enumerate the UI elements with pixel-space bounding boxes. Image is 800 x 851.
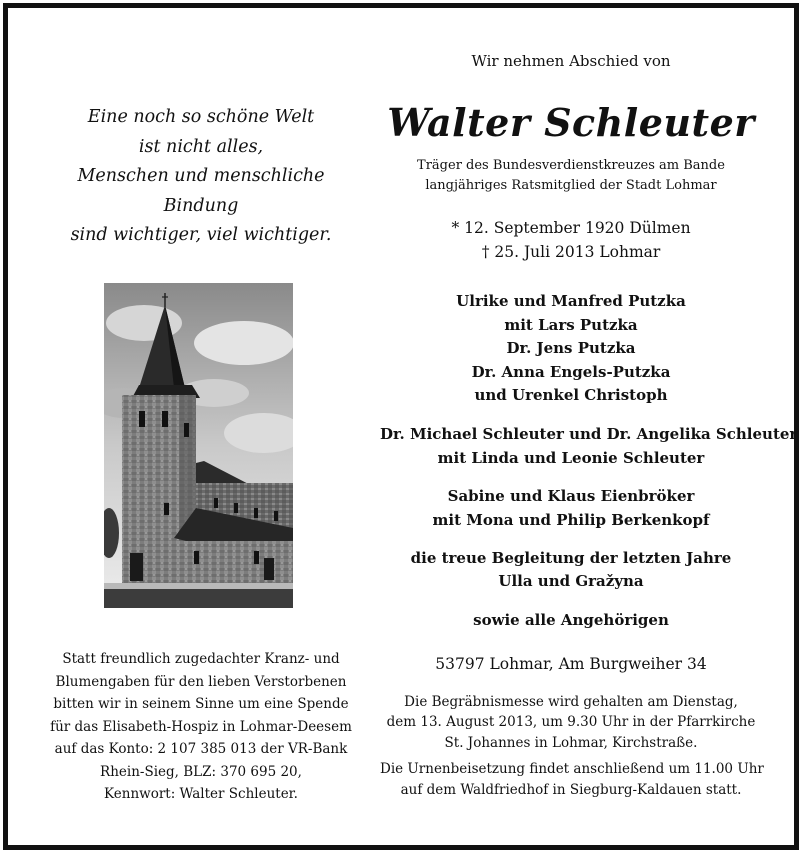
family-line: und Urenkel Christoph [474,386,668,404]
family-line: Dr. Michael Schleuter und Dr. Angelika Schleuter [380,425,798,443]
obituary-frame [3,3,799,850]
quote-line: ist nicht alles, [138,136,264,157]
quote-block [16,103,386,251]
donation-line: für das Elisabeth-Hospiz in Lohmar-Deesem [50,718,352,735]
family-line: Dr. Anna Engels-Putzka [471,363,671,381]
quote-line: sind wichtiger, viel wichtiger. [70,225,332,245]
donation-line: bitten wir in seinem Sinne um eine Spende [53,696,349,712]
family-line: die treue Begleitung der letzten Jahre [410,549,732,567]
family-line: mit Mona und Philip Berkenkopf [432,511,710,529]
quote-line: Eine noch so schöne Welt [87,107,315,127]
family-line: Ulrike und Manfred Putzka [456,292,686,310]
quote-line: Bindung [163,195,239,216]
family-line: Ulla und Gražyna [498,572,644,590]
donation-line: Rhein-Sieg, BLZ: 370 695 20, [100,763,302,780]
family-line: mit Lars Putzka [504,316,638,334]
death-date: † 25. Juli 2013 Lohmar [481,243,661,261]
donation-line: Blumengaben für den lieben Verstorbenen [55,673,347,690]
service-info-line: auf dem Waldfriedhof in Siegburg-Kaldauen statt. [400,782,742,798]
quote-line: Menschen und menschliche [77,166,325,186]
birth-date: * 12. September 1920 Dülmen [451,219,691,237]
family-line: Dr. Jens Putzka [506,339,636,357]
family-line: mit Linda und Leonie Schleuter [437,449,705,467]
service-info-line: Die Urnenbeisetzung findet anschließend um 11.00 Uhr [380,761,764,777]
family-line: Sabine und Klaus Eienbröker [447,487,695,505]
donation-line: auf das Konto: 2 107 385 013 der VR-Bank [54,741,348,757]
service-info-line: dem 13. August 2013, um 9.30 Uhr in der Pfarrkirche [386,714,756,730]
service-info-line: Die Begräbnismesse wird gehalten am Dienstag, [404,694,738,710]
council-title: langjähriges Ratsmitglied der Stadt Lohmar [425,178,717,193]
address: 53797 Lohmar, Am Burgweiher 34 [435,655,707,673]
donation-line: Statt freundlich zugedachter Kranz- und [62,651,340,667]
intro-text: Wir nehmen Abschied von [471,52,671,70]
deceased-name: Walter Schleuter [387,100,755,145]
church-photo [104,283,293,608]
donation-block [16,648,386,806]
donation-line: Kennwort: Walter Schleuter. [104,786,298,802]
service-info-line: St. Johannes in Lohmar, Kirchstraße. [444,735,698,751]
family-line: sowie alle Angehörigen [473,611,669,629]
honor-title: Träger des Bundesverdienstkreuzes am Bande [417,158,725,173]
